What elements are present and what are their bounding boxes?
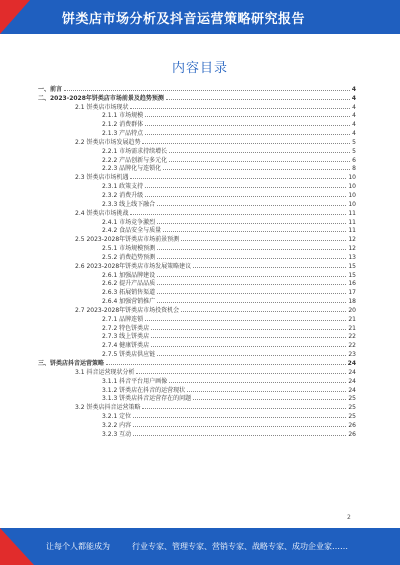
toc-entry[interactable] bbox=[38, 119, 356, 128]
toc-entry-title: 3.1.1 抖音平台用户画像 bbox=[102, 377, 168, 385]
toc-dot-leader bbox=[181, 240, 346, 241]
toc-dot-leader bbox=[157, 293, 346, 294]
page-footer bbox=[0, 528, 400, 565]
toc-entry[interactable] bbox=[38, 199, 356, 208]
toc-entry-title: 二、2023-2028年饼类店市场前景及趋势预测 bbox=[38, 94, 164, 102]
toc-entry-page: 4 bbox=[351, 94, 356, 102]
toc-entry-page: 25 bbox=[348, 404, 356, 412]
toc-dot-leader bbox=[169, 152, 350, 153]
toc-entry-title: 3.2 饼类店抖音运营策略 bbox=[75, 404, 141, 412]
toc-entry-title: 2.6.3 拓展销售渠道 bbox=[102, 289, 156, 297]
toc-dot-leader bbox=[193, 399, 346, 400]
toc-dot-leader bbox=[157, 205, 346, 206]
toc-entry-page: 24 bbox=[348, 386, 356, 394]
toc-entry[interactable] bbox=[38, 340, 356, 349]
toc-entry-title: 3.1 抖音运营现状分析 bbox=[75, 368, 135, 376]
toc-dot-leader bbox=[157, 276, 346, 277]
toc-entry-title: 2.5 2023-2028年饼类店市场前景预测 bbox=[75, 236, 180, 244]
toc-entry[interactable] bbox=[38, 146, 356, 155]
toc-entry-page: 10 bbox=[348, 191, 356, 199]
toc-entry-title: 2.5.1 市场规模预测 bbox=[102, 245, 156, 253]
toc-entry[interactable] bbox=[38, 420, 356, 429]
toc-entry-page: 10 bbox=[348, 174, 356, 182]
toc-entry[interactable] bbox=[38, 349, 356, 358]
toc-entry-page: 5 bbox=[352, 138, 356, 146]
toc-dot-leader bbox=[142, 143, 350, 144]
toc-entry-page: 22 bbox=[348, 342, 356, 350]
toc-entry-page: 12 bbox=[348, 245, 356, 253]
toc-dot-leader bbox=[133, 417, 346, 418]
toc-entry-title: 2.2.3 品牌化与连锁化 bbox=[102, 165, 162, 173]
toc-entry-page: 25 bbox=[348, 395, 356, 403]
footer-slogan: 让每个人都能成为 bbox=[46, 542, 110, 551]
toc-dot-leader bbox=[64, 90, 350, 91]
toc-entry-title: 2.7.3 线上饼类店 bbox=[102, 333, 150, 341]
toc-entry[interactable] bbox=[38, 376, 356, 385]
toc-entry-title: 2.7.2 特色饼类店 bbox=[102, 324, 150, 332]
toc-entry-page: 24 bbox=[347, 360, 356, 367]
toc-entry[interactable] bbox=[38, 394, 356, 403]
toc-dot-leader bbox=[106, 364, 346, 365]
toc-entry[interactable] bbox=[38, 128, 356, 137]
toc-dot-leader bbox=[145, 196, 346, 197]
toc-entry-page: 20 bbox=[348, 306, 356, 314]
toc-entry[interactable] bbox=[38, 181, 356, 190]
toc-entry[interactable] bbox=[38, 402, 356, 411]
toc-entry-page: 15 bbox=[348, 262, 356, 270]
toc-entry-title: 2.3 饼类店市场机遇 bbox=[75, 174, 129, 182]
toc-heading: 内容目录 bbox=[171, 61, 228, 76]
page-number: 2 bbox=[347, 514, 351, 521]
toc-entry-title: 2.7.1 品牌连锁 bbox=[102, 315, 144, 323]
toc-dot-leader bbox=[145, 187, 346, 188]
toc-entry-title: 2.3.1 政策支持 bbox=[102, 183, 144, 191]
toc-entry[interactable] bbox=[38, 111, 356, 120]
toc-entry-title: 2.1.3 产品特点 bbox=[102, 130, 144, 138]
toc-dot-leader bbox=[169, 382, 346, 383]
toc-entry-title: 一、前言 bbox=[38, 85, 63, 93]
toc-entry-title: 三、饼类店抖音运营策略 bbox=[38, 360, 105, 367]
toc-entry[interactable] bbox=[38, 323, 356, 332]
toc-entry[interactable] bbox=[38, 270, 356, 279]
toc-entry-page: 4 bbox=[352, 121, 356, 129]
toc-entry-page: 10 bbox=[348, 183, 356, 191]
toc-entry-page: 4 bbox=[352, 112, 356, 120]
toc-entry-title: 2.7 2023-2028年饼类店市场投资机会 bbox=[75, 306, 180, 314]
toc-entry[interactable] bbox=[38, 332, 356, 341]
toc-entry-page: 4 bbox=[352, 130, 356, 138]
toc-entry[interactable] bbox=[38, 93, 356, 102]
toc-entry-title: 3.2.3 互动 bbox=[102, 430, 132, 438]
toc-entry-page: 4 bbox=[352, 103, 356, 111]
toc-entry-page: 17 bbox=[348, 289, 356, 297]
toc-dot-leader bbox=[151, 329, 346, 330]
toc-entry-page: 11 bbox=[348, 227, 356, 235]
toc-entry-title: 3.2.2 内容 bbox=[102, 421, 132, 429]
toc-dot-leader bbox=[145, 116, 350, 117]
toc-entry[interactable] bbox=[38, 102, 356, 111]
toc-entry[interactable] bbox=[38, 217, 356, 226]
toc-entry-title: 2.6.1 加强品牌建设 bbox=[102, 271, 156, 279]
toc-dot-leader bbox=[157, 223, 346, 224]
toc-entry[interactable] bbox=[38, 172, 356, 181]
toc-entry[interactable] bbox=[38, 314, 356, 323]
toc-entry-title: 2.3.3 线上线下融合 bbox=[102, 200, 156, 208]
toc-dot-leader bbox=[151, 337, 346, 338]
toc-entry-title: 2.4.2 食品安全与质量 bbox=[102, 227, 162, 235]
toc-entry-title: 2.2.2 产品创新与多元化 bbox=[102, 156, 168, 164]
toc-dot-leader bbox=[133, 426, 346, 427]
toc-entry[interactable] bbox=[38, 234, 356, 243]
toc-dot-leader bbox=[136, 373, 346, 374]
toc-entry-title: 2.6.2 提升产品品质 bbox=[102, 280, 156, 288]
toc-entry-page: 21 bbox=[348, 324, 356, 332]
toc-entry-page: 10 bbox=[348, 200, 356, 208]
toc-entry[interactable] bbox=[38, 367, 356, 376]
toc-dot-leader bbox=[151, 346, 346, 347]
toc-entry-page: 12 bbox=[348, 236, 356, 244]
toc-entry-title: 2.6 2023-2028年饼类店市场发展策略建议 bbox=[75, 262, 192, 270]
toc-dot-leader bbox=[181, 311, 346, 312]
toc-entry-page: 21 bbox=[348, 315, 356, 323]
toc-entry-title: 3.1.3 饼类店抖音运营存在的问题 bbox=[102, 395, 192, 403]
toc-entry-title: 2.7.5 饼类店供应链 bbox=[102, 351, 156, 359]
toc-dot-leader bbox=[133, 435, 346, 436]
toc-entry-title: 2.1 饼类店市场现状 bbox=[75, 103, 129, 111]
toc-entry[interactable] bbox=[38, 358, 356, 367]
toc-entry[interactable] bbox=[38, 279, 356, 288]
toc-entry-title: 2.2 饼类店市场发展趋势 bbox=[75, 138, 141, 146]
toc-dot-leader bbox=[145, 134, 350, 135]
table-of-contents bbox=[38, 84, 356, 438]
toc-dot-leader bbox=[163, 231, 346, 232]
toc-entry-title: 2.2.1 市场需求持续增长 bbox=[102, 147, 168, 155]
toc-entry-page: 15 bbox=[348, 271, 356, 279]
toc-dot-leader bbox=[157, 284, 346, 285]
toc-dot-leader bbox=[145, 125, 350, 126]
toc-dot-leader bbox=[157, 258, 346, 259]
toc-entry-page: 24 bbox=[348, 368, 356, 376]
toc-entry[interactable] bbox=[38, 385, 356, 394]
toc-entry-page: 8 bbox=[352, 165, 356, 173]
toc-entry[interactable] bbox=[38, 155, 356, 164]
toc-dot-leader bbox=[130, 108, 350, 109]
toc-entry-page: 5 bbox=[352, 147, 356, 155]
toc-entry-title: 2.1.2 消费群体 bbox=[102, 121, 144, 129]
toc-dot-leader bbox=[166, 99, 350, 100]
toc-entry-page: 6 bbox=[352, 156, 356, 164]
toc-entry-title: 2.6.4 加强营销推广 bbox=[102, 298, 156, 306]
toc-entry-title: 2.1.1 市场规模 bbox=[102, 112, 144, 120]
toc-entry-page: 16 bbox=[348, 280, 356, 288]
toc-entry-page: 23 bbox=[348, 351, 356, 359]
toc-dot-leader bbox=[193, 267, 346, 268]
toc-entry[interactable] bbox=[38, 137, 356, 146]
toc-entry-title: 2.4 饼类店市场挑战 bbox=[75, 209, 129, 217]
toc-entry[interactable] bbox=[38, 261, 356, 270]
toc-entry[interactable] bbox=[38, 411, 356, 420]
toc-entry-page: 11 bbox=[348, 209, 356, 217]
toc-entry[interactable] bbox=[38, 226, 356, 235]
toc-dot-leader bbox=[130, 178, 346, 179]
toc-dot-leader bbox=[157, 355, 346, 356]
toc-dot-leader bbox=[130, 214, 346, 215]
toc-entry[interactable] bbox=[38, 243, 356, 252]
toc-entry-page: 11 bbox=[348, 218, 356, 226]
toc-entry[interactable] bbox=[38, 84, 356, 93]
toc-dot-leader bbox=[157, 249, 346, 250]
header-red-accent bbox=[0, 0, 30, 34]
toc-dot-leader bbox=[187, 391, 346, 392]
toc-entry[interactable] bbox=[38, 190, 356, 199]
toc-entry[interactable] bbox=[38, 287, 356, 296]
footer-tagline: 行业专家、管理专家、营销专家、战略专家、成功企业家…… bbox=[132, 542, 348, 551]
toc-entry-title: 3.2.1 定位 bbox=[102, 413, 132, 421]
toc-dot-leader bbox=[157, 302, 346, 303]
toc-entry-page: 4 bbox=[351, 85, 356, 93]
toc-dot-leader bbox=[169, 161, 350, 162]
toc-entry-page: 24 bbox=[348, 377, 356, 385]
toc-entry-title: 2.3.2 消费升级 bbox=[102, 191, 144, 199]
toc-entry[interactable] bbox=[38, 252, 356, 261]
toc-entry-page: 22 bbox=[348, 333, 356, 341]
toc-entry-page: 26 bbox=[348, 430, 356, 438]
toc-entry-title: 3.1.2 饼类店在抖音的运营现状 bbox=[102, 386, 186, 394]
toc-dot-leader bbox=[163, 169, 350, 170]
toc-entry[interactable] bbox=[38, 296, 356, 305]
footer-red-accent bbox=[0, 528, 34, 565]
toc-entry-page: 25 bbox=[348, 413, 356, 421]
toc-entry[interactable] bbox=[38, 429, 356, 438]
page-header bbox=[0, 0, 400, 34]
toc-entry-title: 2.7.4 健康饼类店 bbox=[102, 342, 150, 350]
toc-dot-leader bbox=[142, 408, 346, 409]
report-title: 饼类店市场分析及抖音运营策略研究报告 bbox=[62, 12, 306, 27]
toc-entry-page: 13 bbox=[348, 253, 356, 261]
toc-entry-page: 18 bbox=[348, 298, 356, 306]
toc-entry-title: 2.5.2 消费趋势预测 bbox=[102, 253, 156, 261]
toc-entry[interactable] bbox=[38, 305, 356, 314]
toc-entry[interactable] bbox=[38, 208, 356, 217]
toc-entry[interactable] bbox=[38, 164, 356, 173]
toc-entry-page: 26 bbox=[348, 421, 356, 429]
toc-entry-title: 2.4.1 市场竞争激烈 bbox=[102, 218, 156, 226]
toc-dot-leader bbox=[145, 320, 346, 321]
